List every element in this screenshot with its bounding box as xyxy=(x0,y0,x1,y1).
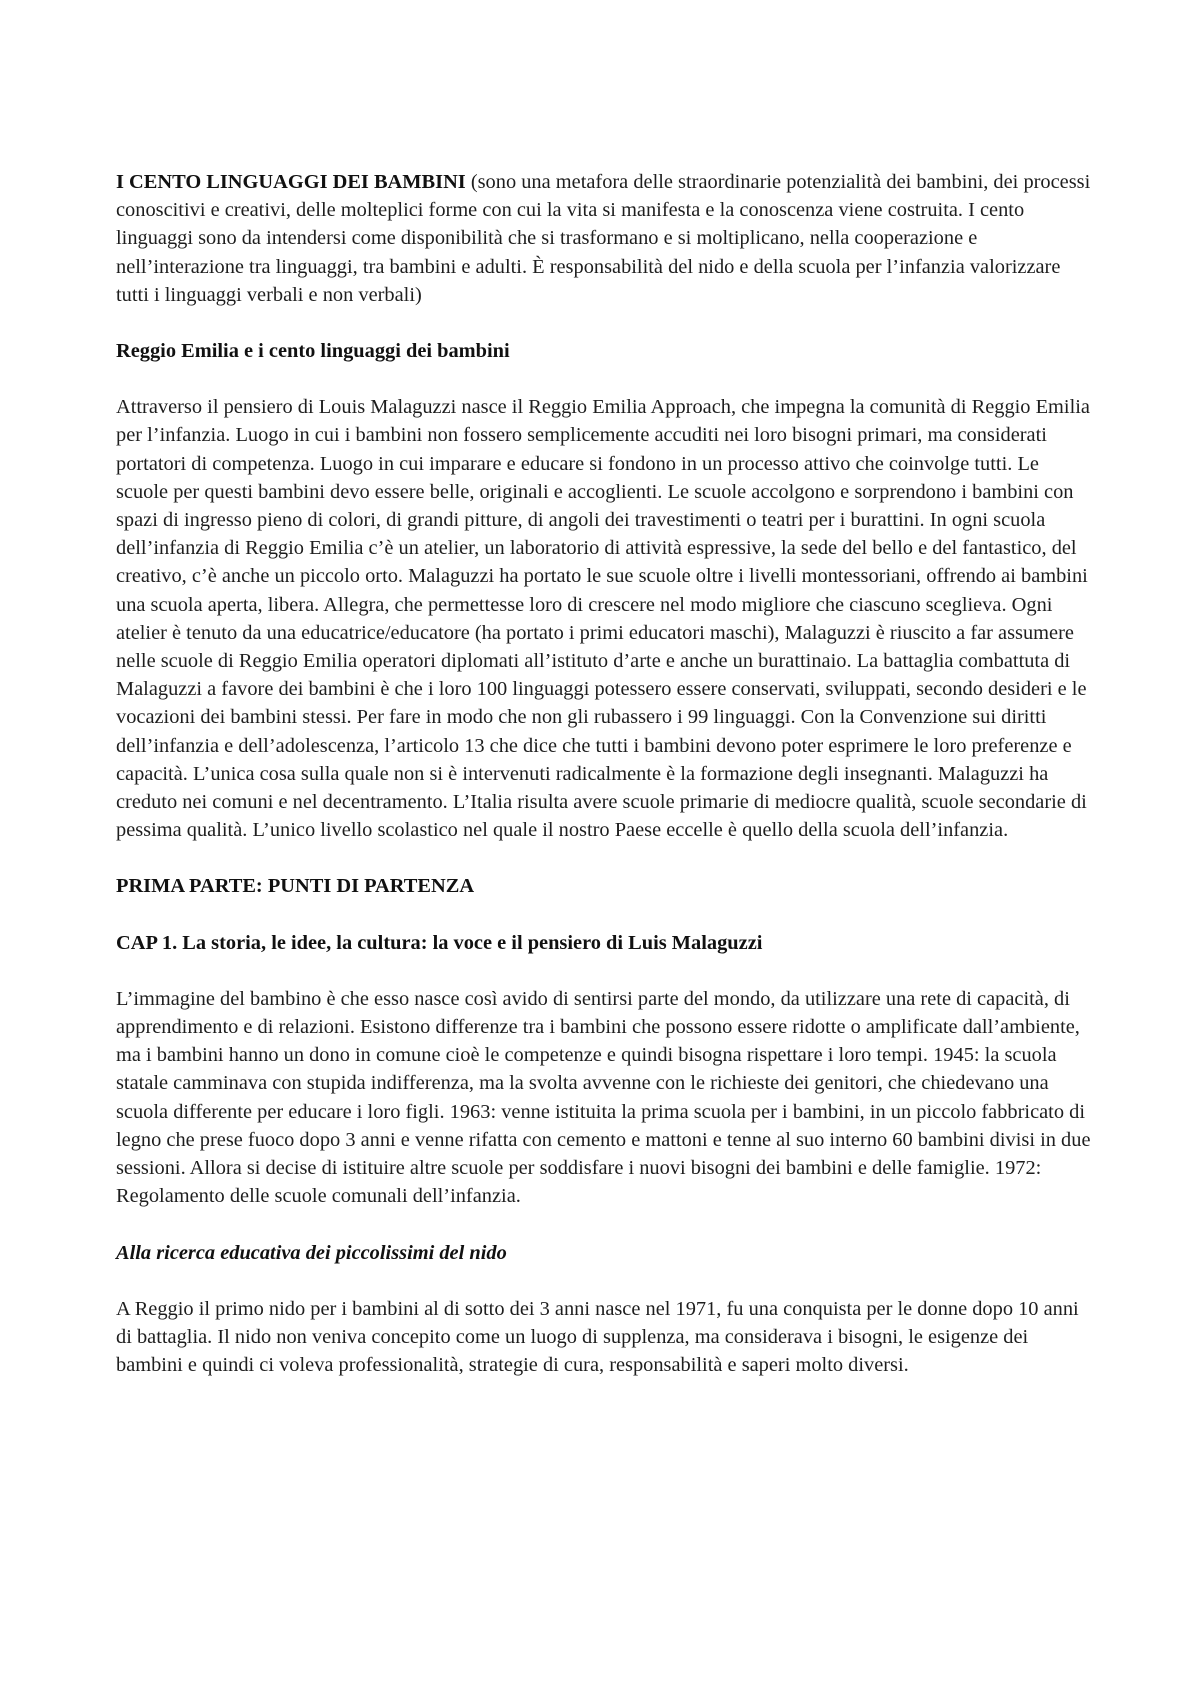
intro-title: I CENTO LINGUAGGI DEI BAMBINI xyxy=(116,171,466,193)
section-heading-nido: Alla ricerca educativa dei piccolissimi del nido xyxy=(116,1241,507,1264)
document-body xyxy=(116,168,1096,1407)
chapter-heading: CAP 1. La storia, le idee, la cultura: la voce e il pensiero di Luis Malaguzzi xyxy=(116,931,763,954)
section-heading-reggio: Reggio Emilia e i cento linguaggi dei bambini xyxy=(116,340,510,363)
paragraph-reggio: Attraverso il pensiero di Louis Malaguzzi nasce il Reggio Emilia Approach, che impegna la comunità di Reggio Emilia per l’infanzia. Luogo in cui i bambini non fossero semplicemente accuditi nei loro bisogni primari, ma considerati portatori di competenza. Luogo in cui imparare e educare si fondono in un processo attivo che coinvolge tutti. Le scuole per questi bambini devo essere belle, originali e accoglienti. Le scuole accolgono e sorprendono i bambini con spazi di ingresso pieno di colori, di grandi pitture, di angoli dei travestimenti o teatri per i burattini. In ogni scuola dell’infanzia di Reggio Emilia c’è un atelier, un laboratorio di attività espressive, la sede del bello e del fantastico, del creativo, c’è anche un piccolo orto. Malaguzzi ha portato le sue scuole oltre i livelli montessoriani, offrendo ai bambini una scuola aperta, libera. Allegra, che permettesse loro di crescere nel modo migliore che ciascuno sceglieva. Ogni atelier è tenuto da una educatrice/educatore (ha portato i primi educatori maschi), Malaguzzi è riuscito a far assumere nelle scuole di Reggio Emilia operatori diplomati all’istituto d’arte e anche un burattinaio. La battaglia combattuta di Malaguzzi a favore dei bambini è che i loro 100 linguaggi potessero essere conservati, sviluppati, secondo desideri e le vocazioni dei bambini stessi. Per fare in modo che non gli rubassero i 99 linguaggi. Con la Convenzione sui diritti dell’infanzia e dell’adolescenza, l’articolo 13 che dice che tutti i bambini devono poter esprimere le loro preferenze e capacità. L’unica cosa sulla quale non si è intervenuti radicalmente è la formazione degli insegnanti. Malaguzzi ha creduto nei comuni e nel decentramento. L’Italia risulta avere scuole primarie di mediocre qualità, scuole secondarie di pessima qualità. L’unico livello scolastico nel quale il nostro Paese eccelle è quello della scuola dell’infanzia. xyxy=(116,396,1090,842)
part-heading: PRIMA PARTE: PUNTI DI PARTENZA xyxy=(116,875,475,898)
intro-text: (sono una metafora delle straordinarie potenzialità dei bambini, dei processi conoscitivi e creativi, delle molteplici forme con cui la vita si manifesta e la conoscenza viene costruita. I cento linguaggi sono da intendersi come disponibilità che si trasformano e si moltiplicano, nella cooperazione e nell’interazione tra linguaggi, tra bambini e adulti. È responsabilità del nido e della scuola per l’infanzia valorizzare tutti i linguaggi verbali e non verbali) xyxy=(116,171,1091,306)
intro-paragraph xyxy=(116,168,1096,309)
paragraph-chapter1: L’immagine del bambino è che esso nasce così avido di sentirsi parte del mondo, da utilizzare una rete di capacità, di apprendimento e di relazioni. Esistono differenze tra i bambini che possono essere ridotte o amplificate dall’ambiente, ma i bambini hanno un dono in comune cioè le competenze e quindi bisogna rispettare i loro tempi. 1945: la scuola statale camminava con stupida indifferenza, ma la svolta avvenne con le richieste dei genitori, che chiedevano una scuola differente per educare i loro figli. 1963: venne istituita la prima scuola per i bambini, in un piccolo fabbricato di legno che prese fuoco dopo 3 anni e venne rifatta con cemento e mattoni e tenne al suo interno 60 bambini divisi in due sessioni. Allora si decise di istituire altre scuole per soddisfare i nuovi bisogni dei bambini e delle famiglie. 1972: Regolamento delle scuole comunali dell’infanzia. xyxy=(116,987,1091,1208)
paragraph-nido: A Reggio il primo nido per i bambini al di sotto dei 3 anni nasce nel 1971, fu una conquista per le donne dopo 10 anni di battaglia. Il nido non veniva concepito come un luogo di supplenza, ma considerava i bisogni, le esigenze dei bambini e quindi ci voleva professionalità, strategie di cura, responsabilità e saperi molto diversi. xyxy=(116,1297,1079,1377)
